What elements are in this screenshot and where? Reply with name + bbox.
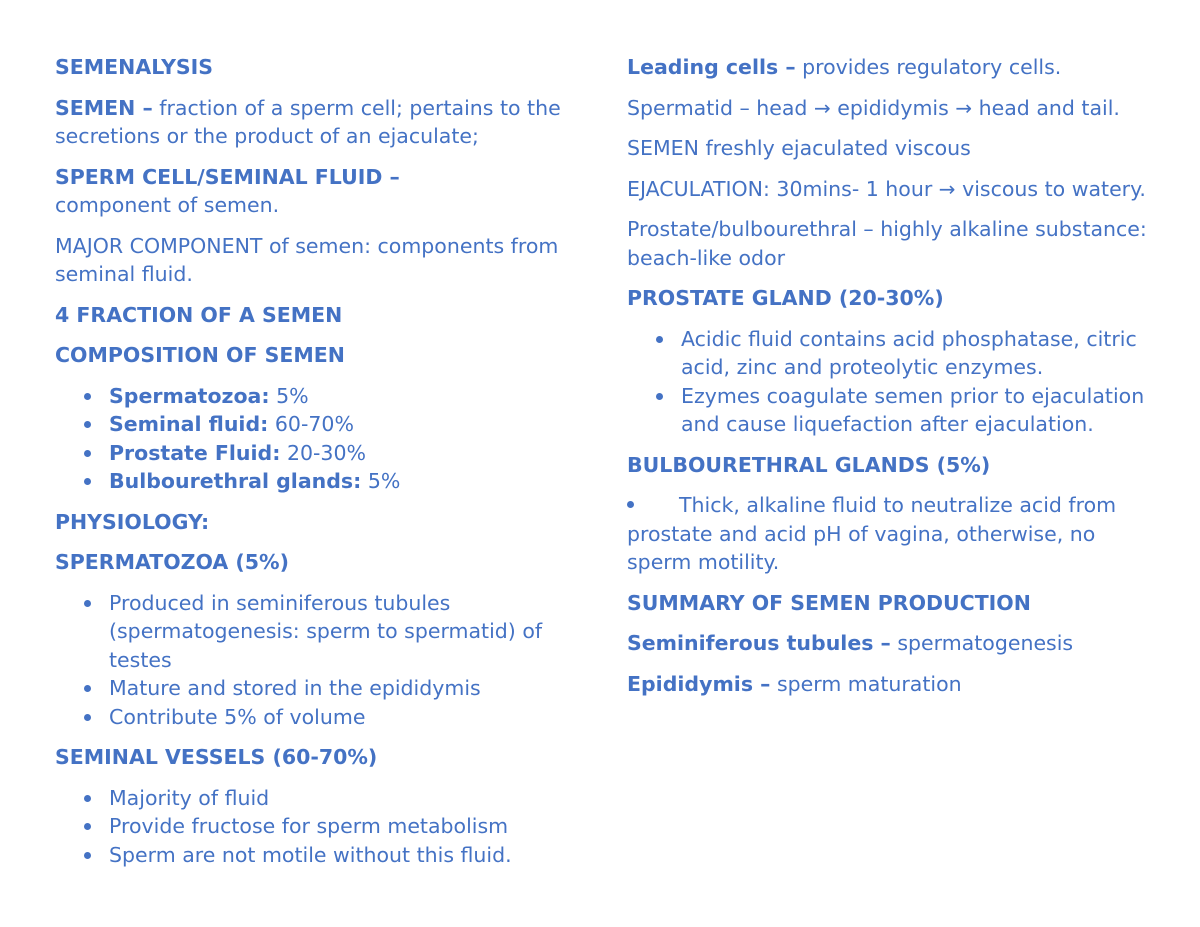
spermatozoa-heading: SPERMATOZOA (5%): [55, 550, 289, 574]
seminal-heading: SEMINAL VESSELS (60-70%): [55, 745, 378, 769]
leading-cells: [627, 53, 1152, 82]
arrow-right-icon: →: [813, 95, 831, 120]
list-item: Seminal fluid: 60-70%: [109, 410, 595, 439]
bulbourethral-text: Thick, alkaline fluid to neutralize acid from prostate and acid pH of vagina, otherwise, no sperm motility.: [627, 493, 1117, 574]
sperm-term: SPERM CELL/SEMINAL FLUID –: [55, 164, 400, 189]
list-item: Prostate Fluid: 20-30%: [109, 439, 595, 468]
list-item: Contribute 5% of volume: [109, 703, 595, 732]
bulbourethral-heading: BULBOURETHRAL GLANDS (5%): [627, 452, 991, 477]
summary-item: Seminiferous tubules – spermatogenesis: [627, 631, 1074, 655]
composition-heading: COMPOSITION OF SEMEN: [55, 343, 345, 367]
spermatozoa-list: [55, 589, 595, 732]
major-component: MAJOR COMPONENT of semen: components from seminal fluid.: [55, 233, 559, 286]
semen-def: fraction of a sperm cell; pertains to the secretions or the product of an ejaculate;: [55, 95, 561, 148]
bullet-icon: [627, 501, 634, 508]
composition-list: [55, 382, 595, 496]
list-item: Spermatozoa: 5%: [109, 382, 595, 411]
prostate-heading: PROSTATE GLAND (20-30%): [627, 286, 944, 310]
semen-fresh: SEMEN freshly ejaculated viscous: [627, 136, 971, 160]
list-item: Acidic fluid contains acid phosphatase, citric acid, zinc and proteolytic enzymes.: [681, 325, 1152, 382]
list-item: Majority of fluid: [109, 784, 595, 813]
list-item: Provide fructose for sperm metabolism: [109, 812, 595, 841]
prostate-bulbourethral: Prostate/bulbourethral – highly alkaline substance: beach-like odor: [627, 217, 1147, 270]
left-column: [55, 53, 595, 881]
leading-term: Leading cells –: [627, 55, 796, 79]
list-item: Produced in seminiferous tubules (spermatogenesis: sperm to spermatid) of testes: [109, 589, 595, 675]
summary-heading: SUMMARY OF SEMEN PRODUCTION: [627, 590, 1031, 615]
list-item: Bulbourethral glands: 5%: [109, 467, 595, 496]
four-fraction-heading: 4 FRACTION OF A SEMEN: [55, 302, 343, 327]
doc-title: SEMENALYSIS: [55, 55, 214, 79]
semen-definition: [55, 94, 595, 151]
spermatid-line: Spermatid – head → epididymis → head and tail.: [627, 95, 1120, 120]
arrow-right-icon: →: [938, 176, 956, 201]
right-column: [627, 53, 1152, 710]
seminal-list: [55, 784, 595, 870]
prostate-list: [627, 325, 1152, 439]
list-item: Sperm are not motile without this fluid.: [109, 841, 595, 870]
semen-term: SEMEN –: [55, 95, 153, 120]
sperm-def: component of semen.: [55, 193, 280, 217]
ejaculation-line: EJACULATION: 30mins- 1 hour → viscous to watery.: [627, 176, 1146, 201]
leading-def: provides regulatory cells.: [802, 55, 1062, 79]
list-item: Mature and stored in the epididymis: [109, 674, 595, 703]
summary-item: Epididymis – sperm maturation: [627, 671, 962, 696]
arrow-right-icon: →: [955, 95, 973, 120]
physiology-heading: PHYSIOLOGY:: [55, 509, 210, 534]
list-item: Ezymes coagulate semen prior to ejaculation and cause liquefaction after ejaculation.: [681, 382, 1152, 439]
sperm-definition: [55, 163, 595, 220]
